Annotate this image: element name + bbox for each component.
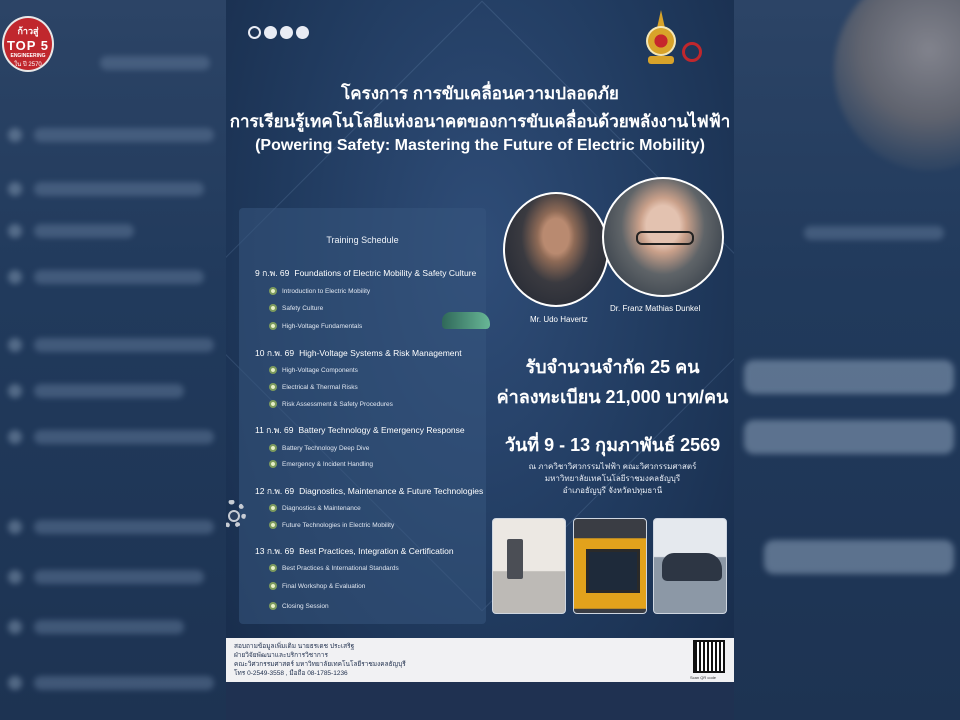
dot-icon <box>296 26 309 39</box>
bullet-icon <box>269 564 277 572</box>
venue-line: ณ ภาควิชาวิศวกรรมไฟฟ้า คณะวิศวกรรมศาสตร์ <box>528 462 697 471</box>
schedule-item: High-Voltage Components <box>282 367 358 374</box>
bullet-icon <box>269 383 277 391</box>
dot-icon <box>248 26 261 39</box>
day-date: 11 ก.พ. 69 <box>255 425 294 435</box>
bullet-icon <box>269 304 277 312</box>
bullet-icon <box>269 504 277 512</box>
bullet-icon <box>269 460 277 468</box>
schedule-item: Best Practices & International Standards <box>282 565 399 572</box>
bullet-icon <box>269 582 277 590</box>
day-date: 13 ก.พ. 69 <box>255 546 295 556</box>
schedule-item: Diagnostics & Maintenance <box>282 505 361 512</box>
day-title: Foundations of Electric Mobility & Safety Culture <box>294 268 477 278</box>
event-poster <box>226 0 734 720</box>
day-title: Best Practices, Integration & Certification <box>299 546 454 556</box>
bullet-icon <box>269 366 277 374</box>
speaker-photo-franz-mathias-dunkel <box>602 177 724 297</box>
bullet-icon <box>269 287 277 295</box>
electric-car-icon <box>442 312 490 329</box>
schedule-day-4 <box>255 484 483 498</box>
project-title-line2: การเรียนรู้เทคโนโลยีแห่งอนาคตของการขับเคลื่อนด้วยพลังงานไฟฟ้า <box>229 112 731 131</box>
faculty-logo-icon <box>682 42 702 62</box>
day-date: 12 ก.พ. 69 <box>255 486 295 496</box>
schedule-item: Closing Session <box>282 603 329 610</box>
ev-charging-car-photo <box>653 518 727 614</box>
project-title-line1: โครงการ การขับเคลื่อนความปลอดภัย <box>341 84 619 103</box>
schedule-item: Risk Assessment & Safety Procedures <box>282 401 393 408</box>
dot-icon <box>264 26 277 39</box>
badge-line1: ก้าวสู่ <box>17 26 39 36</box>
day-title: High-Voltage Systems & Risk Management <box>299 348 462 358</box>
schedule-item: Final Workshop & Evaluation <box>282 583 365 590</box>
event-venue <box>491 461 734 497</box>
schedule-item: Safety Culture <box>282 305 323 312</box>
bullet-icon <box>269 444 277 452</box>
contact-line: ฝ่ายวิจัยพัฒนาและบริการวิชาการ <box>234 652 328 659</box>
schedule-heading: Training Schedule <box>326 235 399 245</box>
insulation-tester-photo <box>573 518 647 614</box>
qr-code[interactable] <box>693 640 725 673</box>
badge-line4: ใน ปี 2570 <box>14 62 42 68</box>
university-emblem-icon <box>644 10 678 70</box>
training-schedule-panel <box>239 208 486 624</box>
registration-fee: ค่าลงทะเบียน 21,000 บาท/คน <box>496 387 729 407</box>
qr-caption: Scan QR code <box>690 675 717 680</box>
schedule-item: Electrical & Thermal Risks <box>282 384 358 391</box>
badge-line3: ENGINEERING <box>10 53 46 59</box>
schedule-item: Introduction to Electric Mobility <box>282 288 370 295</box>
day-date: 9 ก.พ. 69 <box>255 268 290 278</box>
contact-info <box>234 642 406 678</box>
badge-line2: TOP 5 <box>6 38 50 53</box>
top5-engineering-badge <box>2 16 54 72</box>
background-right-blurred <box>734 0 960 720</box>
day-title: Diagnostics, Maintenance & Future Technologies <box>299 486 484 496</box>
schedule-day-2 <box>255 346 462 360</box>
ev-charger-photo <box>492 518 566 614</box>
speaker-name-2: Dr. Franz Mathias Dunkel <box>610 304 701 313</box>
contact-line: สอบถามข้อมูลเพิ่มเติม นายธรเดช ประเสริฐ <box>234 643 355 650</box>
speaker-name-1: Mr. Udo Havertz <box>530 315 588 324</box>
schedule-item: Battery Technology Deep Dive <box>282 445 369 452</box>
capacity-text: รับจำนวนจำกัด 25 คน <box>525 357 700 377</box>
bullet-icon <box>269 602 277 610</box>
project-title-english: (Powering Safety: Mastering the Future of Electric Mobility) <box>255 137 705 154</box>
pagination-dots <box>248 26 309 39</box>
dot-icon <box>280 26 293 39</box>
contact-phone: โทร 0-2549-3558 , มือถือ 08-1785-1236 <box>234 670 348 677</box>
day-date: 10 ก.พ. 69 <box>255 348 295 358</box>
schedule-item: High-Voltage Fundamentals <box>282 323 362 330</box>
event-date: วันที่ 9 - 13 กุมภาพันธ์ 2569 <box>504 435 721 455</box>
contact-line: คณะวิศวกรรมศาสตร์ มหาวิทยาลัยเทคโนโลยีราชมงคลธัญบุรี <box>234 661 406 668</box>
schedule-day-5 <box>255 544 454 558</box>
schedule-day-1 <box>255 266 476 280</box>
schedule-item: Future Technologies in Electric Mobility <box>282 522 394 529</box>
speaker-photo-udo-havertz <box>503 192 609 307</box>
bullet-icon <box>269 521 277 529</box>
venue-line: มหาวิทยาลัยเทคโนโลยีราชมงคลธัญบุรี <box>544 474 681 483</box>
glasses-icon <box>636 231 694 245</box>
background-left-blurred <box>0 0 226 720</box>
schedule-item: Emergency & Incident Handling <box>282 461 373 468</box>
day-title: Battery Technology & Emergency Response <box>298 425 465 435</box>
venue-line: อำเภอธัญบุรี จังหวัดปทุมธานี <box>562 486 663 495</box>
bullet-icon <box>269 322 277 330</box>
bullet-icon <box>269 400 277 408</box>
schedule-day-3 <box>255 423 465 437</box>
bottom-strip <box>226 682 734 720</box>
contact-footer <box>226 638 734 682</box>
